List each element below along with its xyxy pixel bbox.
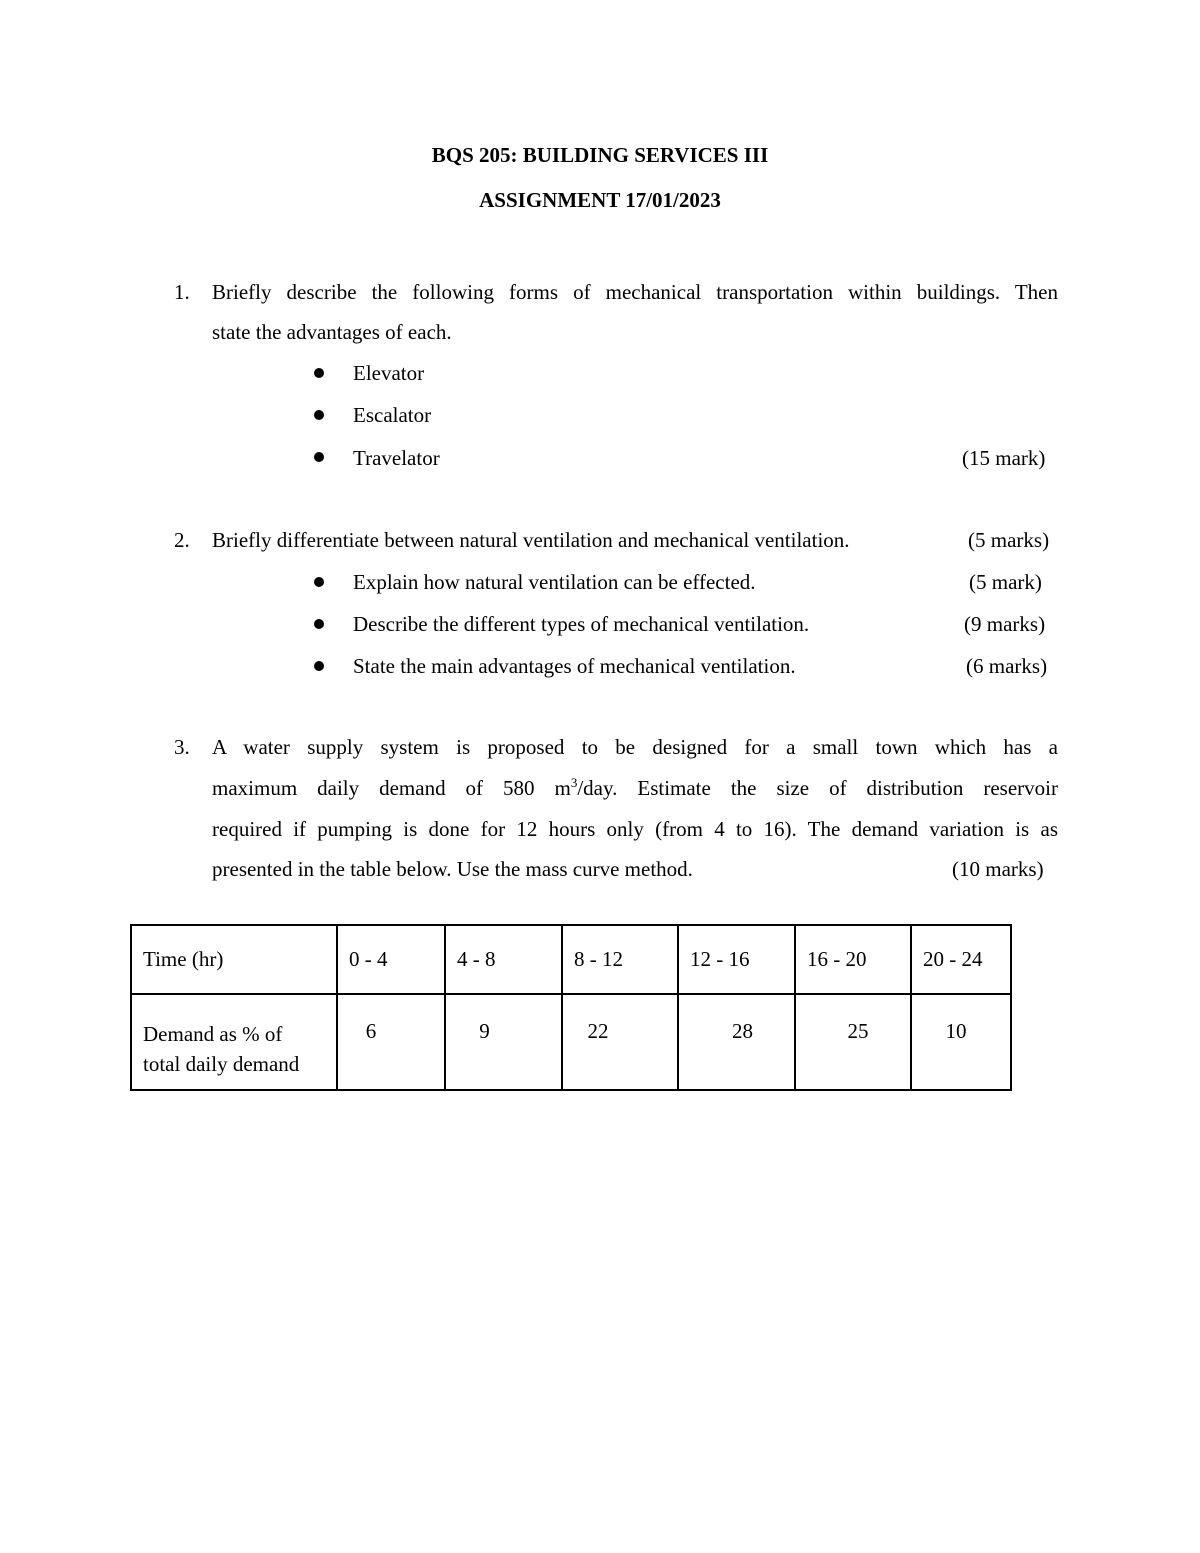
course-title: BQS 205: BUILDING SERVICES III <box>431 143 769 167</box>
table-value: 25 <box>795 994 911 1090</box>
question-3-marks: (10 marks) <box>952 857 1044 881</box>
question-2-text: Briefly differentiate between natural ventilation and mechanical ventilation. <box>212 528 850 552</box>
question-3-line-1: A water supply system is proposed to be designed for a small town which has a <box>212 735 1058 759</box>
question-3-line-2 <box>212 776 1058 801</box>
q2-bullet-2-text: Describe the different types of mechanical ventilation. <box>353 612 810 636</box>
demand-table <box>130 924 1012 1091</box>
table-value: 28 <box>678 994 795 1090</box>
assignment-title: ASSIGNMENT 17/01/2023 <box>479 188 721 212</box>
q1-bullet-escalator: Escalator <box>353 403 432 427</box>
q3-line-2-prefix: maximum daily demand of 580 m <box>212 776 571 800</box>
question-1-line-2: state the advantages of each. <box>212 320 452 344</box>
table-row <box>131 994 1011 1090</box>
q2-bullet-3-marks: (6 marks) <box>966 654 1048 678</box>
table-period: 0 - 4 <box>337 925 445 994</box>
table-header-label: Time (hr) <box>131 925 337 994</box>
bullet-icon <box>314 577 324 587</box>
bullet-icon <box>314 619 324 629</box>
question-2-marks: (5 marks) <box>968 528 1050 552</box>
table-value: 6 <box>337 994 445 1090</box>
bullet-icon <box>314 661 324 671</box>
table-period: 12 - 16 <box>678 925 795 994</box>
q2-bullet-3-text: State the main advantages of mechanical ventilation. <box>353 654 796 678</box>
table-period: 16 - 20 <box>795 925 911 994</box>
question-3-line-3: required if pumping is done for 12 hours only (from 4 to 16). The demand variation is as <box>212 817 1058 841</box>
bullet-icon <box>314 452 324 462</box>
table-period: 4 - 8 <box>445 925 562 994</box>
question-1-line-1: Briefly describe the following forms of mechanical transportation within buildings. Then <box>212 280 1058 304</box>
q1-bullet-elevator: Elevator <box>353 361 425 385</box>
table-period: 8 - 12 <box>562 925 678 994</box>
q3-superscript: 3 <box>570 775 578 790</box>
q2-bullet-2-marks: (9 marks) <box>964 612 1046 636</box>
q3-line-2-suffix: /day. Estimate the size of distribution reservoir <box>577 776 1058 800</box>
question-1-number: 1. <box>174 280 190 304</box>
q2-bullet-1-marks: (5 mark) <box>969 570 1042 594</box>
question-2-number: 2. <box>174 528 190 552</box>
table-value: 10 <box>911 994 1011 1090</box>
q1-bullet-travelator: Travelator <box>353 446 440 470</box>
question-3-number: 3. <box>174 735 190 759</box>
table-row-label <box>131 994 337 1090</box>
question-1-marks: (15 mark) <box>962 446 1046 470</box>
table-period: 20 - 24 <box>911 925 1011 994</box>
question-3-line-4: presented in the table below. Use the mass curve method. <box>212 857 693 881</box>
bullet-icon <box>314 368 324 378</box>
table-value: 9 <box>445 994 562 1090</box>
q2-bullet-1-text: Explain how natural ventilation can be effected. <box>353 570 756 594</box>
row-label-line-2: total daily demand <box>143 1052 300 1076</box>
bullet-icon <box>314 410 324 420</box>
row-label-line-1: Demand as % of <box>143 1022 283 1046</box>
table-row <box>131 925 1011 994</box>
table-value: 22 <box>562 994 678 1090</box>
